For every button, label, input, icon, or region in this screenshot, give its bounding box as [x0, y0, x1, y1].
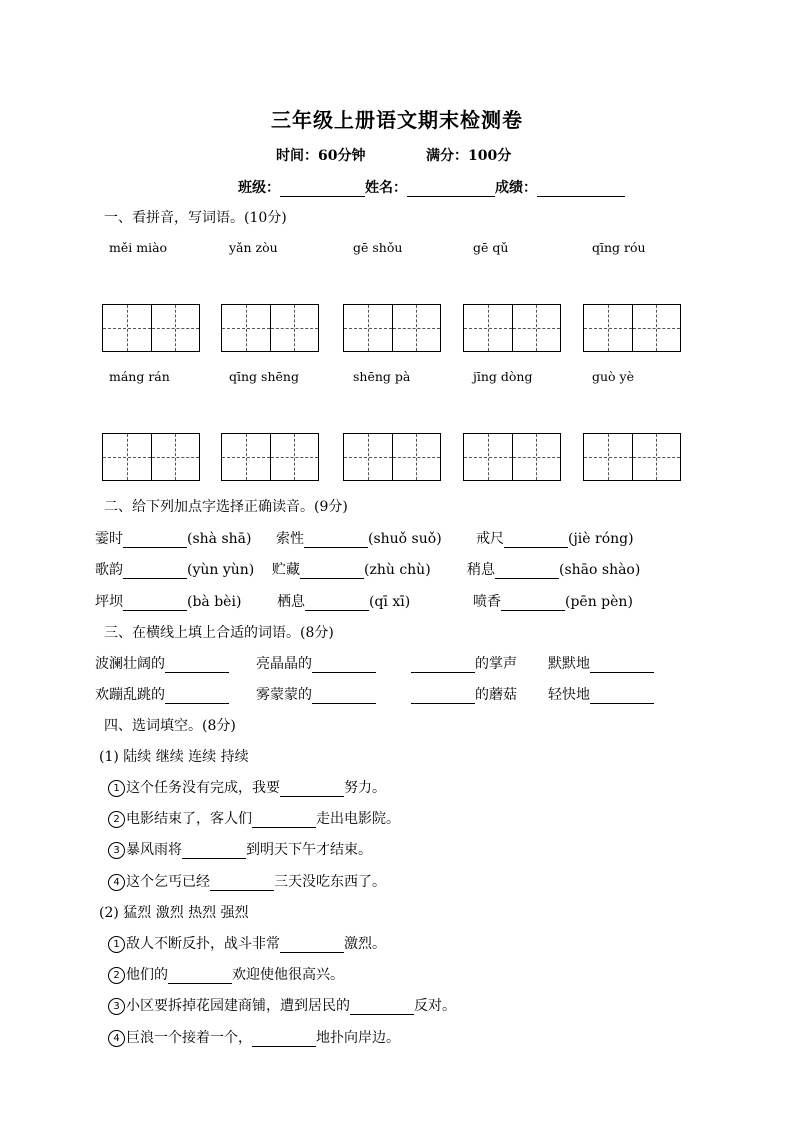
answer-blank[interactable]: [123, 578, 187, 579]
fill-item: 1 这个任务没有完成，我要 努力。: [108, 777, 386, 797]
reading-item: 索性 (shuǒ suǒ): [276, 531, 442, 547]
pinyin: gē shǒu: [353, 240, 403, 255]
writing-box[interactable]: [102, 433, 200, 481]
section4-heading: 四、选词填空。(8分): [104, 718, 236, 734]
reading-item: 歌韵 (yùn yùn): [95, 562, 255, 578]
pinyin: yǎn zòu: [229, 240, 278, 255]
name-label: 姓名：: [365, 180, 407, 196]
answer-blank[interactable]: [210, 890, 274, 891]
number-badge: 4: [108, 874, 125, 891]
phrase-item: 的蘑菇: [411, 684, 517, 704]
answer-blank[interactable]: [165, 672, 229, 673]
pinyin: měi miào: [109, 240, 168, 255]
writing-box[interactable]: [463, 433, 561, 481]
answer-blank[interactable]: [312, 703, 376, 704]
fill-item: 2 他们的 欢迎使他很高兴。: [108, 964, 344, 984]
writing-box[interactable]: [463, 304, 561, 352]
number-badge: 4: [108, 1030, 125, 1047]
section1-heading: 一、看拼音，写词语。(10分): [104, 210, 287, 226]
answer-blank[interactable]: [495, 578, 559, 579]
pinyin: máng rán: [109, 369, 170, 384]
answer-blank[interactable]: [168, 983, 232, 984]
fill-item: 1 敌人不断反扑，战斗非常 激烈。: [108, 933, 386, 953]
answer-blank[interactable]: [411, 672, 475, 673]
phrase-item: 波澜壮阔的: [95, 653, 229, 673]
pinyin: qīng róu: [592, 240, 646, 255]
fill-item: 4 巨浪一个接着一个， 地扑向岸边。: [108, 1027, 400, 1047]
class-blank[interactable]: [280, 196, 365, 197]
result-blank[interactable]: [537, 196, 625, 197]
reading-item: 坪坝 (bà bèi): [95, 594, 242, 610]
writing-box[interactable]: [583, 304, 681, 352]
word-options: (2) 猛烈 激烈 热烈 强烈: [99, 905, 249, 921]
writing-box[interactable]: [221, 433, 319, 481]
answer-blank[interactable]: [305, 610, 369, 611]
reading-item: 戒尺 (jiè róng): [476, 531, 634, 547]
number-badge: 3: [108, 842, 125, 859]
answer-blank[interactable]: [504, 547, 568, 548]
phrase-item: 雾蒙蒙的: [256, 684, 376, 704]
reading-item: 稍息 (shāo shào): [467, 562, 641, 578]
writing-box[interactable]: [343, 304, 441, 352]
fill-item: 3 暴风雨将 到明天下午才结束。: [108, 839, 372, 859]
reading-item: 喷香 (pēn pèn): [473, 594, 633, 610]
answer-blank[interactable]: [304, 547, 368, 548]
answer-blank[interactable]: [123, 610, 187, 611]
phrase-item: 轻快地: [548, 684, 654, 704]
answer-blank[interactable]: [252, 827, 316, 828]
answer-blank[interactable]: [590, 672, 654, 673]
fill-item: 2 电影结束了，客人们 走出电影院。: [108, 808, 400, 828]
answer-blank[interactable]: [123, 547, 187, 548]
word-options: (1) 陆续 继续 连续 持续: [99, 749, 249, 765]
reading-item: 贮藏 (zhù chù): [272, 562, 431, 578]
answer-blank[interactable]: [280, 952, 344, 953]
student-info-line: [238, 177, 625, 197]
pinyin: qīng shēng: [229, 369, 299, 384]
writing-box[interactable]: [102, 304, 200, 352]
writing-box[interactable]: [583, 433, 681, 481]
score-label: 满分：100分: [426, 148, 512, 164]
answer-blank[interactable]: [280, 796, 344, 797]
answer-blank[interactable]: [300, 578, 364, 579]
number-badge: 1: [108, 936, 125, 953]
section2-heading: 二、给下列加点字选择正确读音。(9分): [104, 499, 348, 515]
name-blank[interactable]: [407, 196, 495, 197]
number-badge: 2: [108, 967, 125, 984]
answer-blank[interactable]: [165, 703, 229, 704]
section3-heading: 三、在横线上填上合适的词语。(8分): [104, 625, 334, 641]
answer-blank[interactable]: [501, 610, 565, 611]
pinyin: jīng dòng: [473, 369, 533, 384]
number-badge: 1: [108, 780, 125, 797]
answer-blank[interactable]: [182, 858, 246, 859]
answer-blank[interactable]: [312, 672, 376, 673]
answer-blank[interactable]: [411, 703, 475, 704]
answer-blank[interactable]: [252, 1046, 316, 1047]
result-label: 成绩：: [495, 180, 537, 196]
class-label: 班级：: [238, 180, 280, 196]
phrase-item: 欢蹦乱跳的: [95, 684, 229, 704]
phrase-item: 亮晶晶的: [256, 653, 376, 673]
answer-blank[interactable]: [590, 703, 654, 704]
writing-box[interactable]: [221, 304, 319, 352]
number-badge: 2: [108, 811, 125, 828]
page-title: 三年级上册语文期末检测卷: [271, 108, 523, 132]
fill-item: 3 小区要拆掉花园建商铺，遭到居民的 反对。: [108, 995, 456, 1015]
fill-item: 4 这个乞丐已经 三天没吃东西了。: [108, 871, 386, 891]
reading-item: 栖息 (qī xī): [277, 594, 411, 610]
time-label: 时间：60分钟: [276, 148, 366, 164]
phrase-item: 默默地: [548, 653, 654, 673]
number-badge: 3: [108, 998, 125, 1015]
reading-item: 霎时 (shà shā): [95, 531, 252, 547]
writing-box[interactable]: [343, 433, 441, 481]
pinyin: guò yè: [592, 369, 635, 384]
phrase-item: 的掌声: [411, 653, 517, 673]
pinyin: shēng pà: [353, 369, 411, 384]
answer-blank[interactable]: [350, 1014, 414, 1015]
pinyin: gē qǔ: [473, 240, 509, 255]
